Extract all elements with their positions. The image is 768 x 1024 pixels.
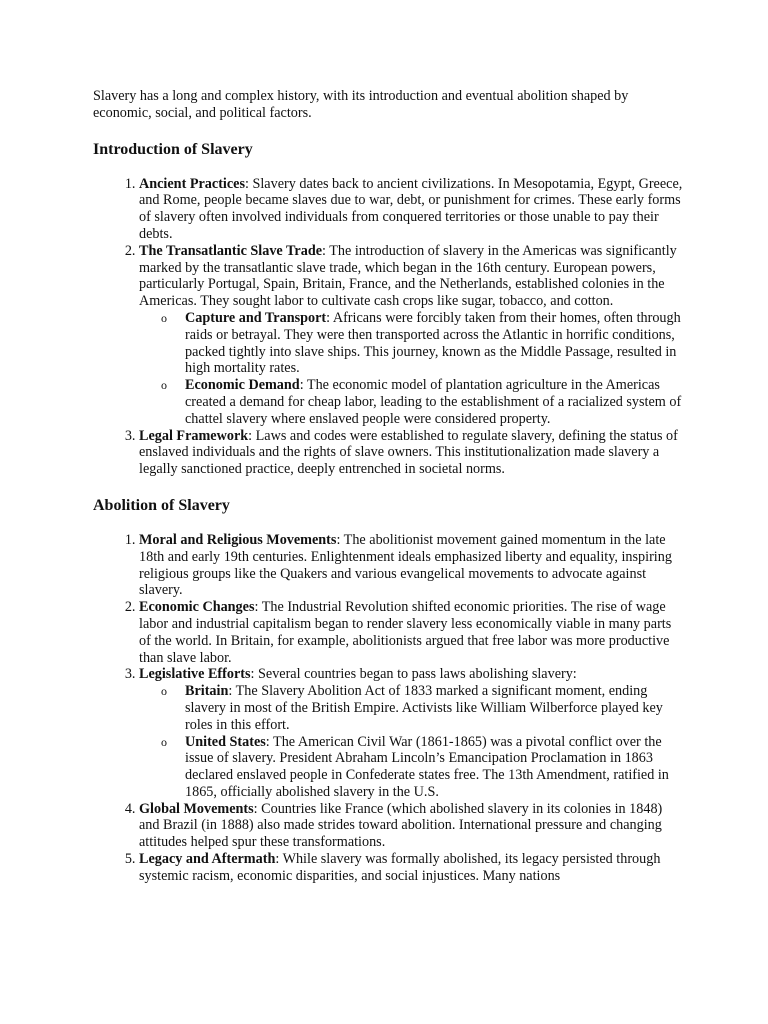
item-text: : Laws and codes were established to regulate slavery, defining the status of enslaved individuals and the rights of slave owners. This institutionalization made slavery a legally sanctioned practice, deeply entrenched in societal norms.: [139, 427, 678, 478]
subitem-text: : The Slavery Abolition Act of 1833 marked a significant moment, ending slavery in most of the British Empire. Activists like William Wilberforce played key roles in this effort.: [185, 683, 663, 733]
abolition-list: [93, 532, 683, 885]
sublist-item-united-states: [185, 734, 683, 801]
list-item-legislative-efforts: [139, 666, 683, 800]
sublist-item-capture-transport: [185, 310, 683, 377]
item-text: : The Industrial Revolution shifted economic priorities. The rise of wage labor and industrial capitalism began to render slavery less economically viable in many parts of the world. In Britain, for example, abolitionists argued that free labor was more productive than slave labor.: [139, 599, 672, 666]
list-item-transatlantic-slave-trade: [139, 243, 683, 428]
item-text: : While slavery was formally abolished, its legacy persisted through systemic racism, economic disparities, and social injustices. Many nations: [139, 851, 661, 884]
item-text: : Countries like France (which abolished slavery in its colonies in 1848) and Brazil (in 1888) also made strides toward abolition. International pressure and changing attitudes helped spur these transformations.: [139, 800, 663, 851]
list-item-legacy-aftermath: [139, 851, 683, 885]
item-text: : The abolitionist movement gained momentum in the late 18th and early 19th centuries. Enlightenment ideals emphasized liberty and equality, inspiring religious groups like the Quakers and various evangelical movements to advocate against slavery.: [139, 531, 672, 599]
subitem-text: : The economic model of plantation agriculture in the Americas created a demand for cheap labor, leading to the establishment of a racialized system of chattel slavery where enslaved people were considered property.: [185, 377, 682, 427]
item-title: Legislative Efforts: [139, 666, 251, 683]
subitem-title: Economic Demand: [185, 377, 300, 394]
list-item-moral-religious: [139, 532, 683, 599]
section-heading-introduction: Introduction of Slavery: [93, 140, 253, 158]
list-item-ancient-practices: [139, 176, 683, 243]
transatlantic-sublist: [139, 310, 683, 428]
item-text: : The introduction of slavery in the Americas was significantly marked by the transatlantic slave trade, which began in the 16th century. European powers, particularly Portugal, Spain, Britain, France, and the Netherlands, established colonies in the Americas. They sought labor to cultivate cash crops like sugar, tobacco, and cotton.: [139, 242, 677, 310]
item-title: Moral and Religious Movements: [139, 531, 337, 548]
item-text: : Several countries began to pass laws abolishing slavery:: [250, 666, 577, 683]
subitem-text: : The American Civil War (1861-1865) was a pivotal conflict over the issue of slavery. President Abraham Lincoln’s Emancipation Proclamation in 1863 declared enslaved people in Confederate states free. The 13th Amendment, ratified in 1865, officially abolished slavery in the U.S.: [185, 733, 669, 800]
sublist-item-economic-demand: [185, 377, 683, 427]
item-text: : Slavery dates back to ancient civilizations. In Mesopotamia, Egypt, Greece, and Rome, people became slaves due to war, debt, or punishment for crimes. These early forms of slavery often involved individuals from conquered territories or those unable to pay their debts.: [139, 175, 683, 242]
item-title: The Transatlantic Slave Trade: [139, 242, 323, 259]
subitem-title: United States: [185, 733, 266, 750]
sublist-item-britain: [185, 683, 683, 733]
subitem-title: Britain: [185, 683, 229, 700]
subitem-title: Capture and Transport: [185, 309, 327, 326]
section-heading-abolition: Abolition of Slavery: [93, 496, 230, 514]
list-item-global-movements: [139, 801, 683, 851]
item-title: Economic Changes: [139, 599, 255, 616]
intro-paragraph: Slavery has a long and complex history, with its introduction and eventual abolition shaped by economic, social, and political factors.: [93, 88, 629, 121]
legislative-sublist: [139, 683, 683, 801]
item-title: Ancient Practices: [139, 175, 245, 192]
introduction-list: [93, 176, 683, 478]
list-item-legal-framework: [139, 428, 683, 478]
item-title: Legal Framework: [139, 427, 249, 444]
list-item-economic-changes: [139, 599, 683, 666]
item-title: Global Movements: [139, 800, 254, 817]
document-page: [93, 88, 683, 885]
item-title: Legacy and Aftermath: [139, 851, 276, 868]
subitem-text: : Africans were forcibly taken from their homes, often through raids or betrayal. They were then transported across the Atlantic in horrific conditions, packed tightly into slave ships. This journey, known as the Middle Passage, resulted in high mortality rates.: [185, 309, 681, 377]
